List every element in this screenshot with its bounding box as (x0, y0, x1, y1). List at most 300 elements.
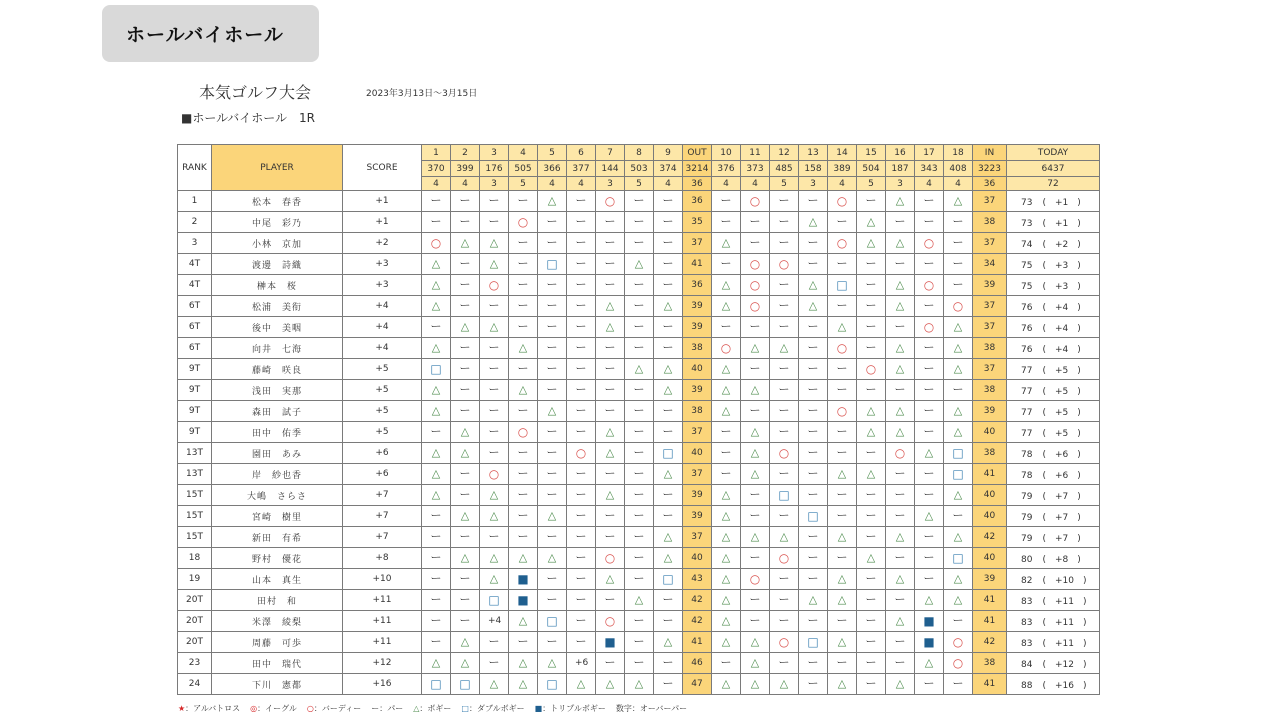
par-mark: ー (865, 257, 877, 270)
hole-score-cell (799, 422, 828, 443)
hole-score-cell (422, 317, 451, 338)
hole-score-cell (654, 233, 683, 254)
hole-score-cell (770, 443, 799, 464)
legend-mark: ★ (178, 704, 186, 713)
hole-score-cell (712, 548, 741, 569)
par-mark: ー (430, 593, 442, 606)
par-mark: ー (836, 383, 848, 396)
bogey-mark: △ (866, 215, 876, 228)
hole-score-cell (538, 590, 567, 611)
today-to-par: ( +7 ) (1042, 533, 1081, 544)
hole-par: 3 (886, 177, 915, 191)
hole-score-cell (799, 296, 828, 317)
out-total-cell: 38 (683, 338, 712, 359)
triple-bogey-mark: ■ (517, 572, 529, 586)
hole-number: 13 (799, 145, 828, 161)
birdie-mark: ○ (865, 362, 877, 376)
bogey-mark: △ (895, 299, 905, 312)
player-row (178, 506, 1100, 527)
today-cell (1007, 527, 1100, 548)
legend-text: ：アルバトロス (185, 704, 241, 713)
bogey-mark: △ (837, 677, 847, 690)
player-name: 小林 京加 (212, 233, 343, 254)
hole-score-cell (944, 296, 973, 317)
double-bogey-mark: □ (662, 446, 674, 460)
bogey-mark: △ (953, 320, 963, 333)
out-total-cell: 37 (683, 422, 712, 443)
hole-score-cell (480, 590, 509, 611)
hole-score-cell (741, 275, 770, 296)
par-mark: ー (430, 425, 442, 438)
hole-score-cell (625, 254, 654, 275)
bogey-mark: △ (460, 236, 470, 249)
score-cell: +12 (343, 653, 422, 674)
par-mark: ー (807, 446, 819, 459)
bogey-mark: △ (460, 551, 470, 564)
hole-score-cell (480, 191, 509, 212)
par-mark: ー (749, 236, 761, 249)
hole-score-cell (654, 191, 683, 212)
bogey-mark: △ (895, 677, 905, 690)
par-mark: ー (662, 488, 674, 501)
today-total: 76 (1021, 344, 1033, 355)
hole-score-cell (712, 317, 741, 338)
double-bogey-mark: □ (459, 677, 471, 691)
par-mark: ー (923, 467, 935, 480)
birdie-mark: ○ (749, 194, 761, 208)
legend (178, 703, 697, 714)
bogey-mark: △ (837, 530, 847, 543)
hole-score-cell (944, 485, 973, 506)
par-mark: ー (749, 215, 761, 228)
today-cell (1007, 317, 1100, 338)
rank-cell: 23 (178, 653, 212, 674)
today-cell (1007, 611, 1100, 632)
hole-score-cell (567, 338, 596, 359)
hole-score-cell (567, 527, 596, 548)
bogey-mark: △ (953, 488, 963, 501)
par-mark: ー (807, 467, 819, 480)
par-mark: ー (720, 215, 732, 228)
par-mark: ー (749, 404, 761, 417)
hole-score-cell (451, 212, 480, 233)
today-cell (1007, 380, 1100, 401)
par-mark: ー (952, 278, 964, 291)
hole-score-cell (712, 380, 741, 401)
par-mark: ー (749, 362, 761, 375)
out-total-cell: 39 (683, 506, 712, 527)
hole-score-cell (596, 590, 625, 611)
hole-score-cell (741, 317, 770, 338)
hole-score-cell (480, 527, 509, 548)
today-to-par: ( +5 ) (1042, 365, 1081, 376)
hole-score-cell (886, 254, 915, 275)
legend-text: ：オーバーパー (631, 704, 688, 713)
par-mark: ー (865, 656, 877, 669)
player-name: 周藤 可歩 (212, 632, 343, 653)
hole-score-cell (422, 590, 451, 611)
par-mark: ー (894, 215, 906, 228)
hole-number: 8 (625, 145, 654, 161)
hole-yardage: 504 (857, 161, 886, 177)
par-mark: ー (923, 551, 935, 564)
bogey-mark: △ (721, 572, 731, 585)
player-row (178, 611, 1100, 632)
today-cell (1007, 338, 1100, 359)
today-cell (1007, 212, 1100, 233)
today-cell (1007, 674, 1100, 695)
hole-score-cell (625, 338, 654, 359)
in-total-cell: 39 (973, 401, 1007, 422)
par-mark: ー (459, 404, 471, 417)
hole-par: 5 (509, 177, 538, 191)
bogey-mark: △ (953, 341, 963, 354)
out-total-cell: 40 (683, 359, 712, 380)
birdie-mark: ○ (430, 236, 442, 250)
hole-number: 16 (886, 145, 915, 161)
hole-score-cell (770, 401, 799, 422)
hole-score-cell (422, 254, 451, 275)
par-mark: ー (488, 215, 500, 228)
hole-score-cell (741, 590, 770, 611)
hole-score-cell (828, 527, 857, 548)
today-to-par: ( +4 ) (1042, 302, 1081, 313)
out-total-cell: 39 (683, 317, 712, 338)
legend-mark: □ (461, 704, 469, 713)
hole-score-cell (451, 338, 480, 359)
par-mark: ー (459, 278, 471, 291)
bogey-mark: △ (750, 677, 760, 690)
in-total-cell: 41 (973, 590, 1007, 611)
hole-score-cell (451, 401, 480, 422)
par-mark: ー (517, 236, 529, 249)
bogey-mark: △ (837, 572, 847, 585)
today-total: 84 (1021, 659, 1033, 670)
player-row (178, 338, 1100, 359)
hole-score-cell (451, 275, 480, 296)
par-mark: ー (923, 404, 935, 417)
hole-score-cell (654, 464, 683, 485)
bogey-mark: △ (431, 656, 441, 669)
par-mark: ー (546, 572, 558, 585)
hole-score-cell (741, 191, 770, 212)
hole-score-cell (451, 191, 480, 212)
legend-text: ：イーグル (257, 704, 297, 713)
hole-score-cell (654, 674, 683, 695)
player-name: 松本 春香 (212, 191, 343, 212)
hole-score-cell (741, 506, 770, 527)
hole-score-cell (451, 527, 480, 548)
bogey-mark: △ (953, 593, 963, 606)
par-mark: ー (836, 257, 848, 270)
par-mark: ー (575, 614, 587, 627)
legend-item (307, 704, 361, 713)
par-mark: ー (546, 530, 558, 543)
hole-score-cell (451, 359, 480, 380)
bogey-mark: △ (750, 446, 760, 459)
rank-cell: 15T (178, 485, 212, 506)
par-mark: ー (836, 488, 848, 501)
par-mark: ー (546, 320, 558, 333)
hole-score-cell (596, 632, 625, 653)
hole-score-cell (828, 485, 857, 506)
par-mark: ー (604, 362, 616, 375)
par-mark: ー (459, 530, 471, 543)
bogey-mark: △ (721, 593, 731, 606)
par-mark: ー (923, 488, 935, 501)
rank-cell: 6T (178, 338, 212, 359)
par-mark: ー (952, 383, 964, 396)
bogey-mark: △ (779, 677, 789, 690)
par-mark: ー (865, 530, 877, 543)
par-mark: ー (575, 593, 587, 606)
bogey-mark: △ (460, 425, 470, 438)
hole-score-cell (538, 569, 567, 590)
legend-text: ：バーディー (313, 704, 362, 713)
par-mark: ー (546, 467, 558, 480)
hole-score-cell (538, 527, 567, 548)
player-row (178, 422, 1100, 443)
in-total-cell: 40 (973, 422, 1007, 443)
rank-cell: 9T (178, 359, 212, 380)
out-total-cell: 36 (683, 191, 712, 212)
bogey-mark: △ (750, 530, 760, 543)
par-mark: ー (604, 341, 616, 354)
par-mark: ー (633, 194, 645, 207)
player-row (178, 254, 1100, 275)
par-mark: ー (894, 257, 906, 270)
hole-score-cell (886, 632, 915, 653)
hole-score-cell (538, 233, 567, 254)
hole-score-cell (886, 653, 915, 674)
hole-score-cell (712, 653, 741, 674)
round-label: ■ホールバイホール 1R (181, 111, 315, 125)
player-row (178, 674, 1100, 695)
hole-score-cell (828, 569, 857, 590)
hole-number: 18 (944, 145, 973, 161)
today-cell (1007, 485, 1100, 506)
hole-score-cell (567, 632, 596, 653)
player-row (178, 590, 1100, 611)
hole-score-cell (944, 422, 973, 443)
bogey-mark: △ (721, 530, 731, 543)
hole-score-cell (712, 212, 741, 233)
hole-score-cell (654, 380, 683, 401)
bogey-mark: △ (663, 530, 673, 543)
hole-score-cell (625, 590, 654, 611)
event-title: 本気ゴルフ大会 (199, 83, 312, 102)
par-mark: ー (517, 362, 529, 375)
par-mark: ー (488, 530, 500, 543)
today-cell (1007, 422, 1100, 443)
bogey-mark: △ (489, 320, 499, 333)
par-mark: ー (807, 614, 819, 627)
hole-score-cell (770, 191, 799, 212)
par-mark: ー (807, 572, 819, 585)
hole-score-cell (509, 212, 538, 233)
today-total: 79 (1021, 533, 1033, 544)
par-mark: ー (778, 362, 790, 375)
in-header: IN (973, 145, 1007, 161)
score-cell: +4 (343, 296, 422, 317)
hole-score-cell (538, 380, 567, 401)
par-mark: ー (865, 446, 877, 459)
par-mark: ー (575, 404, 587, 417)
hole-yardage: 389 (828, 161, 857, 177)
birdie-mark: ○ (923, 278, 935, 292)
par-mark: ー (546, 278, 558, 291)
hole-score-cell (741, 233, 770, 254)
player-row (178, 212, 1100, 233)
par-mark: ー (807, 404, 819, 417)
hole-yardage: 374 (654, 161, 683, 177)
birdie-mark: ○ (604, 614, 616, 628)
rank-cell: 6T (178, 317, 212, 338)
today-to-par: ( +1 ) (1042, 197, 1081, 208)
hole-score-cell (596, 338, 625, 359)
player-name: 榊本 桜 (212, 275, 343, 296)
today-to-par: ( +4 ) (1042, 344, 1081, 355)
bogey-mark: △ (431, 383, 441, 396)
hole-number: 14 (828, 145, 857, 161)
hole-score-cell (799, 611, 828, 632)
par-mark: ー (459, 194, 471, 207)
par-mark: ー (575, 635, 587, 648)
hole-score-cell (596, 296, 625, 317)
hole-score-cell (828, 548, 857, 569)
par-mark: ー (778, 383, 790, 396)
hole-score-cell (654, 401, 683, 422)
hole-score-cell (625, 275, 654, 296)
hole-score-cell (886, 569, 915, 590)
par-mark: ー (894, 509, 906, 522)
par-mark: ー (633, 446, 645, 459)
hole-score-cell (538, 338, 567, 359)
par-mark: ー (720, 425, 732, 438)
out-total-cell: 41 (683, 632, 712, 653)
par-mark: ー (517, 446, 529, 459)
bogey-mark: △ (431, 341, 441, 354)
hole-score-cell (944, 401, 973, 422)
hole-score-cell (625, 611, 654, 632)
hole-score-cell (915, 254, 944, 275)
hole-score-cell (654, 611, 683, 632)
hole-score-cell (799, 359, 828, 380)
rank-cell: 9T (178, 401, 212, 422)
in-total-cell: 38 (973, 443, 1007, 464)
bogey-mark: △ (460, 635, 470, 648)
hole-number: 1 (422, 145, 451, 161)
birdie-mark: ○ (836, 341, 848, 355)
hole-score-cell (480, 296, 509, 317)
hole-score-cell (596, 464, 625, 485)
par-mark: ー (459, 299, 471, 312)
bogey-mark: △ (866, 551, 876, 564)
hole-score-cell (654, 338, 683, 359)
player-row (178, 317, 1100, 338)
hole-score-cell (944, 275, 973, 296)
today-cell (1007, 233, 1100, 254)
par-mark: ー (575, 572, 587, 585)
par-mark: ー (662, 320, 674, 333)
hole-yardage: 408 (944, 161, 973, 177)
hole-score-cell (422, 653, 451, 674)
hole-score-cell (480, 443, 509, 464)
today-cell (1007, 191, 1100, 212)
hole-score-cell (857, 296, 886, 317)
in-total-cell: 41 (973, 611, 1007, 632)
hole-score-cell (654, 569, 683, 590)
score-cell: +16 (343, 674, 422, 695)
birdie-mark: ○ (836, 194, 848, 208)
today-to-par: ( +10 ) (1042, 575, 1087, 586)
bogey-mark: △ (547, 509, 557, 522)
hole-score-cell (625, 506, 654, 527)
hole-score-cell (944, 632, 973, 653)
double-bogey-mark: □ (952, 467, 964, 481)
hole-score-cell (509, 527, 538, 548)
hole-score-cell (509, 296, 538, 317)
rank-header: RANK (178, 145, 212, 191)
hole-score-cell (509, 569, 538, 590)
par-mark: ー (488, 194, 500, 207)
hole-score-cell (770, 422, 799, 443)
in-total-cell: 38 (973, 380, 1007, 401)
today-cell (1007, 506, 1100, 527)
par-mark: ー (546, 341, 558, 354)
par-mark: ー (720, 194, 732, 207)
hole-score-cell (712, 464, 741, 485)
hole-score-cell (886, 380, 915, 401)
hole-score-cell (944, 359, 973, 380)
hole-score-cell (828, 632, 857, 653)
hole-score-cell (509, 359, 538, 380)
double-bogey-mark: □ (778, 488, 790, 502)
today-total: 83 (1021, 596, 1033, 607)
hole-score-cell (567, 653, 596, 674)
par-mark: ー (894, 488, 906, 501)
hole-score-cell (538, 275, 567, 296)
hole-score-cell (886, 590, 915, 611)
over-par-number: +4 (488, 616, 502, 626)
hole-score-cell (770, 296, 799, 317)
out-total-cell: 41 (683, 254, 712, 275)
hole-score-cell (451, 380, 480, 401)
hole-score-cell (625, 464, 654, 485)
birdie-mark: ○ (778, 635, 790, 649)
hole-score-cell (741, 422, 770, 443)
birdie-mark: ○ (836, 236, 848, 250)
hole-score-cell (480, 506, 509, 527)
par-mark: ー (662, 425, 674, 438)
hole-score-cell (886, 422, 915, 443)
hole-score-cell (886, 338, 915, 359)
hole-score-cell (799, 401, 828, 422)
par-mark: ー (923, 425, 935, 438)
hole-score-cell (480, 569, 509, 590)
hole-score-cell (944, 254, 973, 275)
par-mark: ー (459, 467, 471, 480)
double-bogey-mark: □ (546, 257, 558, 271)
hole-score-cell (422, 296, 451, 317)
hole-score-cell (596, 548, 625, 569)
hole-score-cell (915, 296, 944, 317)
hole-score-cell (451, 443, 480, 464)
player-name: 山本 真生 (212, 569, 343, 590)
hole-score-cell (509, 506, 538, 527)
hole-score-cell (770, 548, 799, 569)
hole-score-cell (857, 317, 886, 338)
